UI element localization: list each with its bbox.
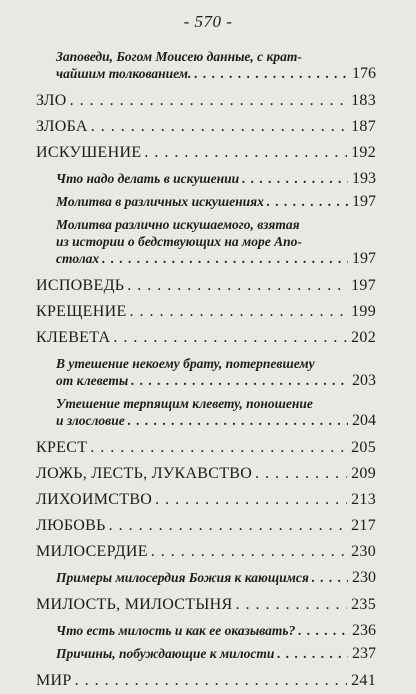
entry-page: 205	[351, 439, 376, 456]
entry-title: МИР	[36, 672, 72, 689]
entry-page: 217	[351, 517, 376, 534]
entry-page: 235	[351, 596, 376, 613]
subentry-title: столах	[56, 251, 100, 266]
toc-entry	[36, 325, 376, 351]
entry-page: 187	[351, 118, 376, 135]
toc-subentry	[36, 395, 376, 429]
subentry-title: Примеры милосердия Божия к кающимся	[56, 570, 309, 585]
table-of-contents	[36, 44, 376, 694]
entry-page: 204	[352, 412, 376, 429]
leader-dots	[144, 140, 347, 166]
entry-page: 203	[352, 372, 376, 389]
entry-title: ИСПОВЕДЬ	[36, 277, 125, 294]
entry-page: 199	[351, 303, 376, 320]
toc-subentry	[36, 622, 376, 639]
toc-entry	[36, 461, 376, 487]
entry-title: КЛЕВЕТА	[36, 329, 111, 346]
entry-title: МИЛОСТЬ, МИЛОСТЫНЯ	[36, 596, 233, 613]
leader-dots	[242, 170, 348, 187]
entry-page: 236	[352, 622, 376, 639]
entry-page: 193	[352, 170, 376, 187]
toc-entry	[36, 487, 376, 513]
leader-dots	[155, 487, 347, 513]
subentry-title: Молитва в различных искушениях	[56, 194, 264, 209]
toc-entry	[36, 668, 376, 694]
subentry-line: Заповеди, Богом Моисею данные, с крат-	[56, 49, 302, 64]
entry-page: 197	[351, 277, 376, 294]
leader-dots	[113, 325, 347, 351]
subentry-title: Что есть милость и как ее оказывать?	[56, 623, 296, 638]
leader-dots	[75, 668, 348, 694]
leader-dots	[128, 412, 348, 429]
leader-dots	[131, 372, 348, 389]
entry-title: ЛОЖЬ, ЛЕСТЬ, ЛУКАВСТВО	[36, 465, 253, 482]
toc-entry	[36, 140, 376, 166]
entry-title: МИЛОСЕРДИЕ	[36, 543, 148, 560]
entry-page: 209	[351, 465, 376, 482]
leader-dots	[127, 273, 347, 299]
toc-entry	[36, 88, 376, 114]
entry-page: 237	[352, 645, 376, 662]
leader-dots	[151, 539, 347, 565]
leader-dots	[235, 592, 347, 618]
entry-title: КРЕЩЕНИЕ	[36, 303, 127, 320]
toc-entry	[36, 539, 376, 565]
entry-page: 230	[351, 543, 376, 560]
subentry-title: и злословие	[56, 413, 125, 428]
subentry-title: чайшим толкованием.	[56, 66, 192, 81]
entry-title: ЛИХОИМСТВО	[36, 491, 153, 508]
entry-page: 183	[351, 92, 376, 109]
entry-title: ИСКУШЕНИЕ	[36, 144, 142, 161]
subentry-line: Утешение терпящим клевету, поношение	[56, 396, 313, 411]
leader-dots	[90, 435, 347, 461]
entry-page: 202	[351, 329, 376, 346]
toc-subentry	[36, 170, 376, 187]
toc-subentry	[36, 48, 376, 82]
toc-subentry	[36, 193, 376, 210]
entry-page: 192	[351, 144, 376, 161]
entry-page: 197	[352, 250, 376, 267]
toc-entry	[36, 513, 376, 539]
leader-dots	[298, 622, 348, 639]
entry-page: 176	[352, 65, 376, 82]
toc-entry	[36, 273, 376, 299]
entry-title: ЗЛОБА	[36, 118, 88, 135]
toc-subentry	[36, 216, 376, 267]
leader-dots	[277, 645, 348, 662]
leader-dots	[267, 193, 348, 210]
leader-dots	[194, 65, 348, 82]
leader-dots	[130, 299, 348, 325]
leader-dots	[312, 569, 348, 586]
toc-subentry	[36, 355, 376, 389]
subentry-title: Причины, побуждающие к милости	[56, 646, 275, 661]
entry-title: КРЕСТ	[36, 439, 88, 456]
leader-dots	[255, 461, 347, 487]
toc-subentry	[36, 569, 376, 586]
subentry-title: от клеветы	[56, 373, 129, 388]
leader-dots	[109, 513, 348, 539]
entry-page: 197	[352, 193, 376, 210]
entry-page: 213	[351, 491, 376, 508]
entry-title: ЗЛО	[36, 92, 67, 109]
toc-entry	[36, 299, 376, 325]
subentry-line: Молитва различно искушаемого, взятая	[56, 217, 300, 232]
leader-dots	[70, 88, 347, 114]
subentry-title: Что надо делать в искушении	[56, 171, 240, 186]
leader-dots	[91, 114, 347, 140]
toc-entry	[36, 592, 376, 618]
toc-entry	[36, 435, 376, 461]
entry-page: 230	[352, 569, 376, 586]
entry-page: 241	[351, 672, 376, 689]
leader-dots	[102, 250, 348, 267]
subentry-line: В утешение некоему брату, потерпевшему	[56, 356, 315, 371]
page-number: - 570 -	[183, 12, 233, 31]
subentry-line: из истории о бедствующих на море Апо-	[56, 234, 302, 249]
entry-title: ЛЮБОВЬ	[36, 517, 106, 534]
toc-entry	[36, 114, 376, 140]
toc-subentry	[36, 645, 376, 662]
